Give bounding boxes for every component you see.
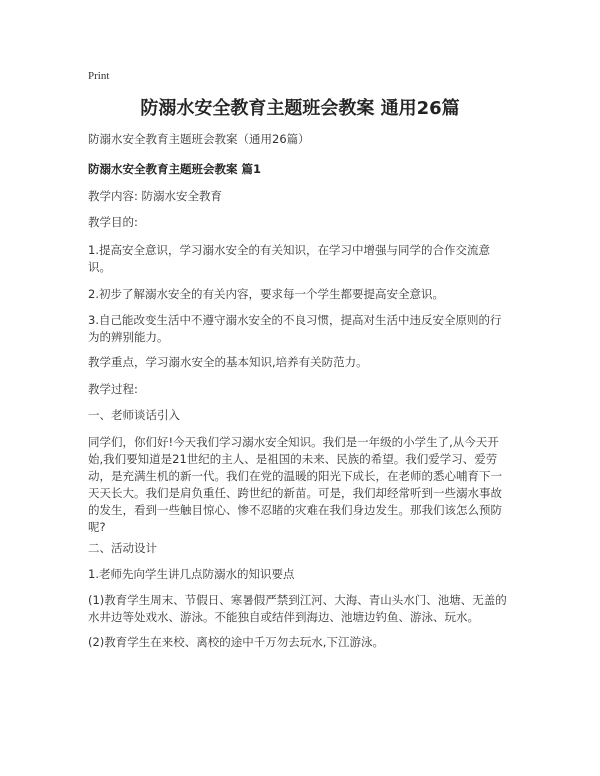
document-subtitle: 防溺水安全教育主题班会教案（通用26篇） xyxy=(88,132,310,146)
paragraph-goal-2: 2.初步了解溺水安全的有关内容，要求每一个学生都要提高安全意识。 xyxy=(88,287,444,301)
paragraph-intro-talk: 同学们，你们好!今天我们学习溺水安全知识。我们是一年级的小学生了,从今天开始,我们要知道是21世纪的主人、是祖国的未来、民族的希望。我们爱学习、爱劳动，是充满生机的新一代。我们在党的温暖的阳光下成长，在老师的悉心哺育下一天天长大。我们是肩负重任、跨世纪的新苗。可是，我们却经常听到一些溺水事故的发生，看到一些触目惊心、惨不忍睹的灾难在我们身边发生。那我们该怎么预防呢? xyxy=(88,435,502,534)
paragraph-teaching-content: 教学内容: 防溺水安全教育 xyxy=(88,189,223,203)
paragraph-rule-2: (2)教育学生在来校、离校的途中千万勿去玩水,下江游泳。 xyxy=(88,635,384,649)
paragraph-rule-1: (1)教育学生周末、节假日、寒暑假严禁到江河、大海、青山头水门、池塘、无盖的水井边等处戏水、游泳。不能独自或结伴到海边、池塘边钓鱼、游泳、玩水。 xyxy=(88,593,507,624)
paragraph-process: 教学过程: xyxy=(88,382,138,396)
paragraph-knowledge-points: 1.老师先向学生讲几点防溺水的知识要点 xyxy=(88,567,295,581)
print-link[interactable]: Print xyxy=(88,70,110,82)
page-title: 防溺水安全教育主题班会教案 通用26篇 xyxy=(140,98,460,119)
paragraph-goal-3: 3.自己能改变生活中不遵守溺水安全的不良习惯，提高对生活中违反安全原则的行为的辨别能力。 xyxy=(88,313,502,344)
paragraph-section-two: 二、活动设计 xyxy=(88,541,157,555)
section-heading: 防溺水安全教育主题班会教案 篇1 xyxy=(88,162,262,176)
paragraph-section-one: 一、老师谈话引入 xyxy=(88,408,180,422)
paragraph-teaching-goals: 教学目的: xyxy=(88,215,138,229)
paragraph-key-points: 教学重点，学习溺水安全的基本知识,培养有关防范力。 xyxy=(88,355,368,369)
paragraph-goal-1: 1.提高安全意识，学习溺水安全的有关知识，在学习中增强与同学的合作交流意识。 xyxy=(88,243,490,274)
